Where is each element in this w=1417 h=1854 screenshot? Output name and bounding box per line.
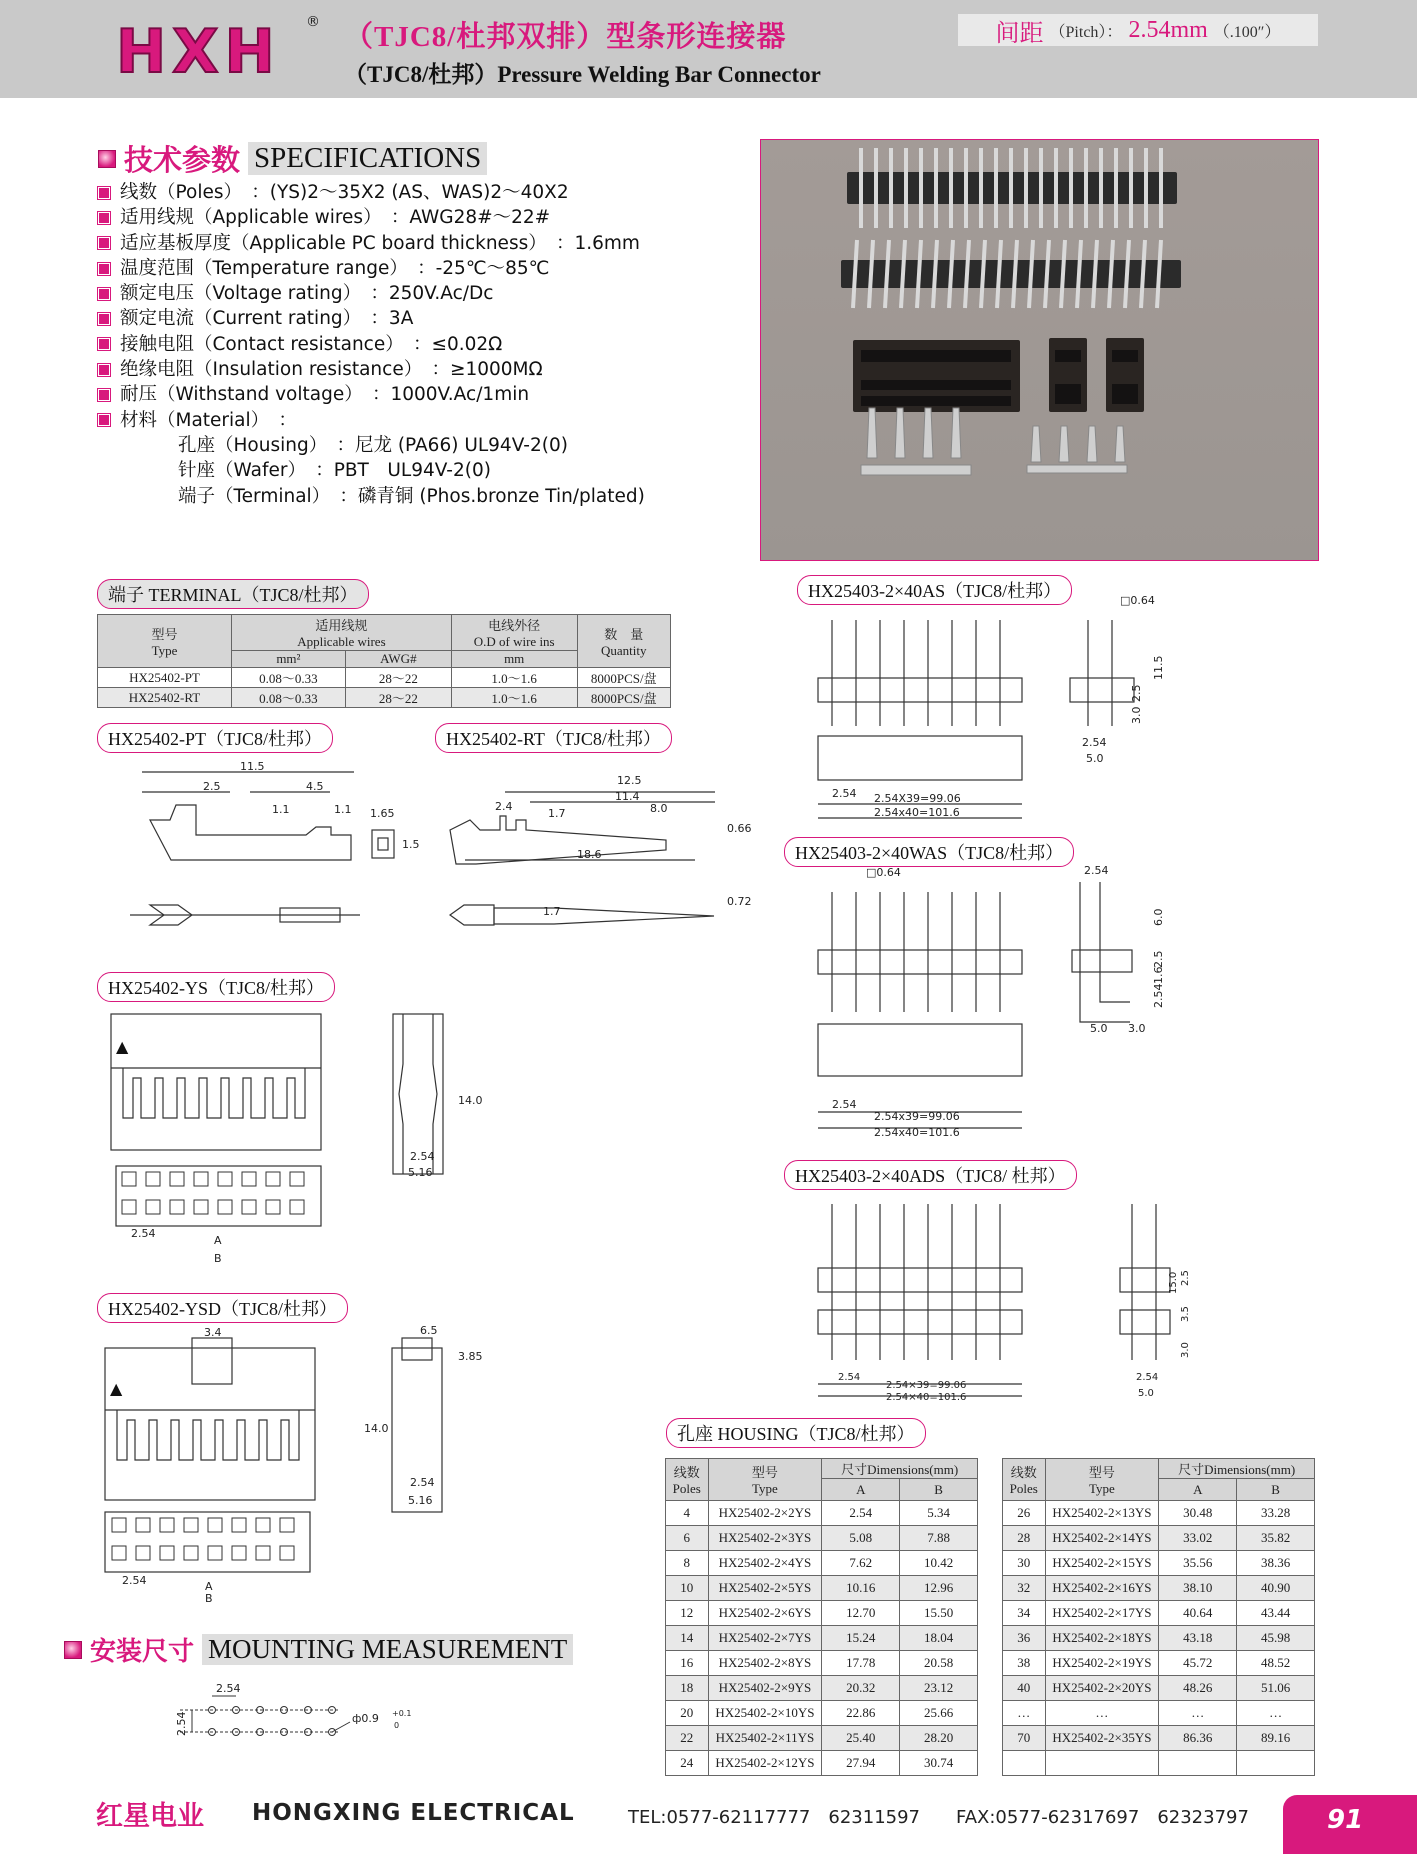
table-row <box>666 1751 978 1776</box>
table-cell: HX25402-2×17YS <box>1045 1601 1159 1626</box>
table-cell: 12.70 <box>822 1601 900 1626</box>
th-poles: 线数 Poles <box>1003 1459 1046 1501</box>
table-cell: … <box>1045 1701 1159 1726</box>
page-number-box <box>1283 1795 1417 1854</box>
th-a: A <box>822 1479 900 1501</box>
mounting-heading-en: MOUNTING MEASUREMENT <box>202 1634 573 1665</box>
spec-item: 适用线规（Applicable wires） ：AWG28#～22# <box>98 205 645 230</box>
table-cell: 40.64 <box>1159 1601 1237 1626</box>
rt-dim: 1.7 <box>548 807 566 820</box>
table-cell: 33.02 <box>1159 1526 1237 1551</box>
table-cell: 14 <box>666 1626 709 1651</box>
table-cell: 48.26 <box>1159 1676 1237 1701</box>
table-cell: 34 <box>1003 1601 1046 1626</box>
table-row <box>1003 1676 1315 1701</box>
table-cell: 35.56 <box>1159 1551 1237 1576</box>
ys-drawing <box>108 1008 483 1270</box>
table-row <box>1003 1576 1315 1601</box>
registered-mark: ® <box>306 14 320 30</box>
spec-list <box>98 180 645 509</box>
table-row <box>666 1551 978 1576</box>
table-row <box>666 1651 978 1676</box>
product-photo <box>760 139 1319 561</box>
material-item: 孔座（Housing） ：尼龙 (PA66) UL94V-2(0) <box>178 434 568 456</box>
table-cell: 38.10 <box>1159 1576 1237 1601</box>
table-cell: 51.06 <box>1237 1676 1315 1701</box>
ysd-dim: B <box>205 1592 213 1605</box>
table-row <box>666 1601 978 1626</box>
table-cell: 40 <box>1003 1676 1046 1701</box>
was-dim: 3.0 <box>1128 1022 1146 1035</box>
table-cell: HX25402-2×11YS <box>708 1726 822 1751</box>
table-cell: HX25402-2×12YS <box>708 1751 822 1776</box>
table-cell: 4 <box>666 1501 709 1526</box>
table-row <box>1003 1601 1315 1626</box>
rt-dim: 1.7 <box>543 905 561 918</box>
pitch-value: 2.54mm <box>1128 16 1208 43</box>
table-cell: 5.34 <box>900 1501 978 1526</box>
table-cell: 6 <box>666 1526 709 1551</box>
ads-label: HX25403-2×40ADS（TJC8/ 杜邦） <box>784 1160 1077 1190</box>
as-dim: 2.54X39=99.06 <box>874 792 961 805</box>
rt-dim: 8.0 <box>650 802 668 815</box>
bullet-icon <box>98 237 110 249</box>
housing-label: 孔座 HOUSING（TJC8/杜邦） <box>666 1418 926 1448</box>
bullet-icon <box>98 338 110 350</box>
was-dim: □0.64 <box>866 866 901 879</box>
table-cell: HX25402-2×2YS <box>708 1501 822 1526</box>
ads-dim: 2.54 <box>838 1372 861 1383</box>
pt-dim: 11.5 <box>240 760 265 773</box>
table-cell: 38 <box>1003 1651 1046 1676</box>
th-mm: mm <box>451 651 577 668</box>
table-row <box>1003 1526 1315 1551</box>
bullet-square-icon <box>98 150 116 168</box>
rt-dim: 11.4 <box>615 790 640 803</box>
table-cell: 12.96 <box>900 1576 978 1601</box>
mount-dim: +0.1 <box>392 1709 412 1718</box>
hxh-logo <box>112 17 302 87</box>
table-cell: 30.74 <box>900 1751 978 1776</box>
table-cell: 20 <box>666 1701 709 1726</box>
table-cell: 36 <box>1003 1626 1046 1651</box>
was-dim: 2.5 <box>1152 950 1165 968</box>
pt-label: HX25402-PT（TJC8/杜邦） <box>97 723 333 753</box>
table-row <box>666 1701 978 1726</box>
was-dim: 2.54 <box>832 1098 857 1111</box>
was-dim: 2.54x39=99.06 <box>874 1110 960 1123</box>
table-cell <box>1237 1751 1315 1776</box>
as-dim: 11.5 <box>1152 655 1165 680</box>
ads-dim: 3.0 <box>1180 1342 1191 1358</box>
table-cell <box>1159 1751 1237 1776</box>
specs-heading-cn: 技术参数 <box>124 145 241 177</box>
spec-item: 温度范围（Temperature range） ：-25℃～85℃ <box>98 256 645 281</box>
ysd-dim: A <box>205 1580 213 1593</box>
table-row <box>666 1626 978 1651</box>
table-cell: 10.42 <box>900 1551 978 1576</box>
material-item: 针座（Wafer） ：PBT UL94V-2(0) <box>178 460 491 482</box>
table-cell: 23.12 <box>900 1676 978 1701</box>
table-cell: HX25402-2×10YS <box>708 1701 822 1726</box>
th-awg: AWG# <box>345 651 451 668</box>
as-drawing <box>810 590 1180 830</box>
title-cn: （TJC8/杜邦双排）型条形连接器 <box>344 21 787 53</box>
ads-dim: 5.0 <box>1138 1388 1154 1399</box>
table-cell: HX25402-2×3YS <box>708 1526 822 1551</box>
was-dim: 5.0 <box>1090 1022 1108 1035</box>
table-cell: 28 <box>1003 1526 1046 1551</box>
pt-dim: 1.1 <box>334 803 352 816</box>
ysd-label: HX25402-YSD（TJC8/杜邦） <box>97 1293 348 1323</box>
table-cell: HX25402-2×20YS <box>1045 1676 1159 1701</box>
rt-dim: 18.6 <box>577 848 602 861</box>
bullet-icon <box>98 313 110 325</box>
was-label: HX25403-2×40WAS（TJC8/杜邦） <box>784 837 1074 867</box>
spec-item: 耐压（Withstand voltage） ：1000V.Ac/1min <box>98 382 645 407</box>
table-cell: … <box>1003 1701 1046 1726</box>
pt-dim: 1.1 <box>272 803 290 816</box>
as-dim: 2.54 <box>832 787 857 800</box>
table-cell: 18 <box>666 1676 709 1701</box>
mounting-drawing <box>170 1680 420 1760</box>
title-en: （TJC8/杜邦）Pressure Welding Bar Connector <box>344 62 821 87</box>
table-cell: HX25402-2×13YS <box>1045 1501 1159 1526</box>
pitch-label: 间距 <box>995 20 1044 47</box>
th-type: 型号 Type <box>708 1459 822 1501</box>
ysd-dim: 2.54 <box>410 1476 435 1489</box>
table-row <box>1003 1751 1315 1776</box>
table-row <box>1003 1626 1315 1651</box>
housing-table-left <box>665 1458 978 1776</box>
table-cell: 15.50 <box>900 1601 978 1626</box>
th-poles: 线数 Poles <box>666 1459 709 1501</box>
table-cell <box>1045 1751 1159 1776</box>
table-cell: 43.44 <box>1237 1601 1315 1626</box>
table-cell: 33.28 <box>1237 1501 1315 1526</box>
table-row <box>1003 1651 1315 1676</box>
bullet-icon <box>98 288 110 300</box>
mounting-heading-cn: 安装尺寸 <box>90 1637 195 1666</box>
table-cell: 38.36 <box>1237 1551 1315 1576</box>
spec-item: 额定电压（Voltage rating） ：250V.Ac/Dc <box>98 281 645 306</box>
table-cell: 35.82 <box>1237 1526 1315 1551</box>
as-dim: 3.0 <box>1130 706 1143 724</box>
ysd-dim: 3.4 <box>204 1326 222 1339</box>
as-dim: 2.54 <box>1082 736 1107 749</box>
table-cell: 22.86 <box>822 1701 900 1726</box>
spec-item: 线数（Poles） ：(YS)2～35X2 (AS、WAS)2～40X2 <box>98 180 645 205</box>
table-row <box>666 1501 978 1526</box>
housing-rows-right <box>1003 1501 1315 1776</box>
pin-header-angled <box>841 260 1181 288</box>
table-row: HX25402-PT 0.08～0.33 28～22 1.0～1.6 8000PCS/盘 <box>98 668 671 688</box>
as-dim: 2.54x40=101.6 <box>874 806 960 819</box>
table-cell: HX25402-2×7YS <box>708 1626 822 1651</box>
pt-dim: 4.5 <box>306 780 324 793</box>
ys-dim: 2.54 <box>131 1227 156 1240</box>
table-row <box>1003 1726 1315 1751</box>
ysd-dim: 14.0 <box>364 1422 389 1435</box>
ads-dim: 2.5 <box>1180 1270 1191 1286</box>
table-cell: 45.72 <box>1159 1651 1237 1676</box>
bullet-icon <box>98 389 110 401</box>
spec-item: 适应基板厚度（Applicable PC board thickness） ：1.6mm <box>98 231 645 256</box>
table-row: HX25402-RT 0.08～0.33 28～22 1.0～1.6 8000PCS/盘 <box>98 688 671 708</box>
ysd-dim: 6.5 <box>420 1324 438 1337</box>
th-b: B <box>900 1479 978 1501</box>
mount-dim: 0 <box>394 1721 400 1730</box>
table-cell: 8 <box>666 1551 709 1576</box>
th-type: 型号 Type <box>1045 1459 1159 1501</box>
table-cell: … <box>1237 1701 1315 1726</box>
table-cell: 22 <box>666 1726 709 1751</box>
th-a: A <box>1159 1479 1237 1501</box>
ys-dim: 2.54 <box>410 1150 435 1163</box>
table-cell: 12 <box>666 1601 709 1626</box>
table-cell: HX25402-2×19YS <box>1045 1651 1159 1676</box>
table-row <box>666 1526 978 1551</box>
mount-dim: ф0.9 <box>352 1712 379 1725</box>
table-cell: HX25402-2×14YS <box>1045 1526 1159 1551</box>
table-cell: HX25402-2×18YS <box>1045 1626 1159 1651</box>
rt-drawing <box>445 760 750 935</box>
bullet-icon <box>98 263 110 275</box>
table-cell: HX25402-2×6YS <box>708 1601 822 1626</box>
ysd-dim: 2.54 <box>122 1574 147 1587</box>
material-item: 端子（Terminal） ：磷青铜 (Phos.bronze Tin/plated) <box>178 485 645 507</box>
pt-dim: 1.65 <box>370 807 395 820</box>
specs-heading <box>98 138 487 179</box>
table-cell: 5.08 <box>822 1526 900 1551</box>
table-cell: HX25402-2×35YS <box>1045 1726 1159 1751</box>
pitch-paren: （Pitch）： <box>1049 23 1123 41</box>
terminal-label: 端子 TERMINAL（TJC8/杜邦） <box>97 579 369 609</box>
ysd-dim: 3.85 <box>458 1350 483 1363</box>
ys-dim: A <box>214 1234 222 1247</box>
rt-dim: 2.4 <box>495 800 513 813</box>
table-cell: 18.04 <box>900 1626 978 1651</box>
th-od: 电线外径 O.D of wire ins <box>451 615 577 651</box>
table-cell: HX25402-2×15YS <box>1045 1551 1159 1576</box>
was-dim: 2.54x40=101.6 <box>874 1126 960 1139</box>
th-qty: 数 量 Quantity <box>577 615 671 668</box>
contact-info: TEL:0577-62117777 62311597 FAX:0577-62317697 62323797 <box>628 1807 1249 1828</box>
bullet-square-icon <box>64 1641 82 1659</box>
table-row <box>1003 1501 1315 1526</box>
table-cell: … <box>1159 1701 1237 1726</box>
was-dim: 1.6 <box>1152 966 1165 984</box>
table-cell: 30 <box>1003 1551 1046 1576</box>
table-cell: 48.52 <box>1237 1651 1315 1676</box>
ads-dim: 2.54×40=101.6 <box>886 1392 967 1403</box>
table-cell: 89.16 <box>1237 1726 1315 1751</box>
pt-dim: 2.5 <box>203 780 221 793</box>
table-cell: 26 <box>1003 1501 1046 1526</box>
bullet-icon <box>98 364 110 376</box>
table-cell: 25.40 <box>822 1726 900 1751</box>
table-row <box>1003 1701 1315 1726</box>
table-row <box>666 1726 978 1751</box>
th-b: B <box>1237 1479 1315 1501</box>
pt-dim: 1.5 <box>402 838 420 851</box>
spec-item: 额定电流（Current rating） ：3A <box>98 306 645 331</box>
table-cell: 17.78 <box>822 1651 900 1676</box>
table-row <box>666 1676 978 1701</box>
rt-dim: 0.66 <box>727 822 752 835</box>
ysd-dim: 5.16 <box>408 1494 433 1507</box>
th-wires: 适用线规 Applicable wires <box>231 615 451 651</box>
th-dims: 尺寸Dimensions(mm) <box>822 1459 978 1479</box>
was-dim: 6.0 <box>1152 908 1165 926</box>
spec-item: 材料（Material） ： <box>98 408 645 433</box>
company-name-en: HONGXING ELECTRICAL <box>252 1800 575 1826</box>
mount-dim: 2.54 <box>216 1682 241 1695</box>
table-cell: HX25402-2×4YS <box>708 1551 822 1576</box>
table-cell: 40.90 <box>1237 1576 1315 1601</box>
as-dim: 2.5 <box>1130 684 1143 702</box>
table-cell: 30.48 <box>1159 1501 1237 1526</box>
table-cell: 28.20 <box>900 1726 978 1751</box>
specs-heading-en: SPECIFICATIONS <box>248 142 487 175</box>
ads-dim: 15.0 <box>1168 1271 1179 1294</box>
table-cell: 24 <box>666 1751 709 1776</box>
spec-item: 绝缘电阻（Insulation resistance） ：≥1000MΩ <box>98 357 645 382</box>
rt-dim: 0.72 <box>727 895 752 908</box>
page-number: 91 <box>1327 1805 1364 1835</box>
th-mm2: mm² <box>231 651 345 668</box>
terminals-photo <box>861 408 1127 475</box>
was-dim: 2.54 <box>1084 864 1109 877</box>
table-cell: 86.36 <box>1159 1726 1237 1751</box>
table-cell: 20.58 <box>900 1651 978 1676</box>
spec-item: 接触电阻（Contact resistance） ：≤0.02Ω <box>98 332 645 357</box>
svg-text:HXH: HXH <box>116 17 281 87</box>
was-drawing <box>810 862 1180 1144</box>
housing-rows-left <box>666 1501 978 1776</box>
table-cell: 7.62 <box>822 1551 900 1576</box>
bullet-icon <box>98 187 110 199</box>
ys-label: HX25402-YS（TJC8/杜邦） <box>97 972 335 1002</box>
table-cell: 20.32 <box>822 1676 900 1701</box>
ys-dim: 5.16 <box>408 1166 433 1179</box>
polarity-triangle-icon: ▲ <box>110 1379 123 1398</box>
ads-dim: 3.5 <box>1180 1306 1191 1322</box>
th-dims: 尺寸Dimensions(mm) <box>1159 1459 1315 1479</box>
was-dim: 2.54 <box>1152 983 1165 1008</box>
ads-drawing <box>810 1190 1191 1404</box>
polarity-triangle-icon: ▲ <box>116 1037 129 1056</box>
as-dim: □0.64 <box>1120 594 1155 607</box>
ads-dim: 2.54×39=99.06 <box>886 1380 967 1391</box>
housing-table-right <box>1002 1458 1315 1776</box>
mount-dim: 2.54 <box>175 1711 188 1736</box>
table-row <box>666 1576 978 1601</box>
as-label: HX25403-2×40AS（TJC8/杜邦） <box>797 575 1072 605</box>
table-cell: 16 <box>666 1651 709 1676</box>
table-cell: 45.98 <box>1237 1626 1315 1651</box>
table-cell: 10 <box>666 1576 709 1601</box>
table-cell: 10.16 <box>822 1576 900 1601</box>
bullet-icon <box>98 414 110 426</box>
ysd-drawing <box>102 1322 492 1604</box>
pt-drawing <box>120 760 420 935</box>
table-cell: HX25402-2×5YS <box>708 1576 822 1601</box>
table-cell: 15.24 <box>822 1626 900 1651</box>
ys-dim: 14.0 <box>458 1094 483 1107</box>
company-name-cn: 红星电业 <box>96 1801 204 1832</box>
as-dim: 5.0 <box>1086 752 1104 765</box>
ys-dim: B <box>214 1252 222 1265</box>
table-cell: 32 <box>1003 1576 1046 1601</box>
table-cell: HX25402-2×9YS <box>708 1676 822 1701</box>
bullet-icon <box>98 212 110 224</box>
rt-label: HX25402-RT（TJC8/杜邦） <box>435 723 672 753</box>
pitch-box <box>958 14 1318 46</box>
ads-dim: 2.54 <box>1136 1372 1159 1383</box>
table-cell: 43.18 <box>1159 1626 1237 1651</box>
table-cell: 7.88 <box>900 1526 978 1551</box>
table-cell: HX25402-2×8YS <box>708 1651 822 1676</box>
rt-dim: 12.5 <box>617 774 642 787</box>
th-type: 型号 Type <box>98 615 232 668</box>
table-cell: 70 <box>1003 1726 1046 1751</box>
table-row <box>1003 1551 1315 1576</box>
mounting-heading <box>64 1631 573 1668</box>
table-cell: 2.54 <box>822 1501 900 1526</box>
table-cell <box>1003 1751 1046 1776</box>
pitch-inch: （.100″） <box>1213 23 1281 41</box>
table-cell: 25.66 <box>900 1701 978 1726</box>
table-cell: HX25402-2×16YS <box>1045 1576 1159 1601</box>
terminal-table <box>97 614 671 708</box>
table-cell: 27.94 <box>822 1751 900 1776</box>
